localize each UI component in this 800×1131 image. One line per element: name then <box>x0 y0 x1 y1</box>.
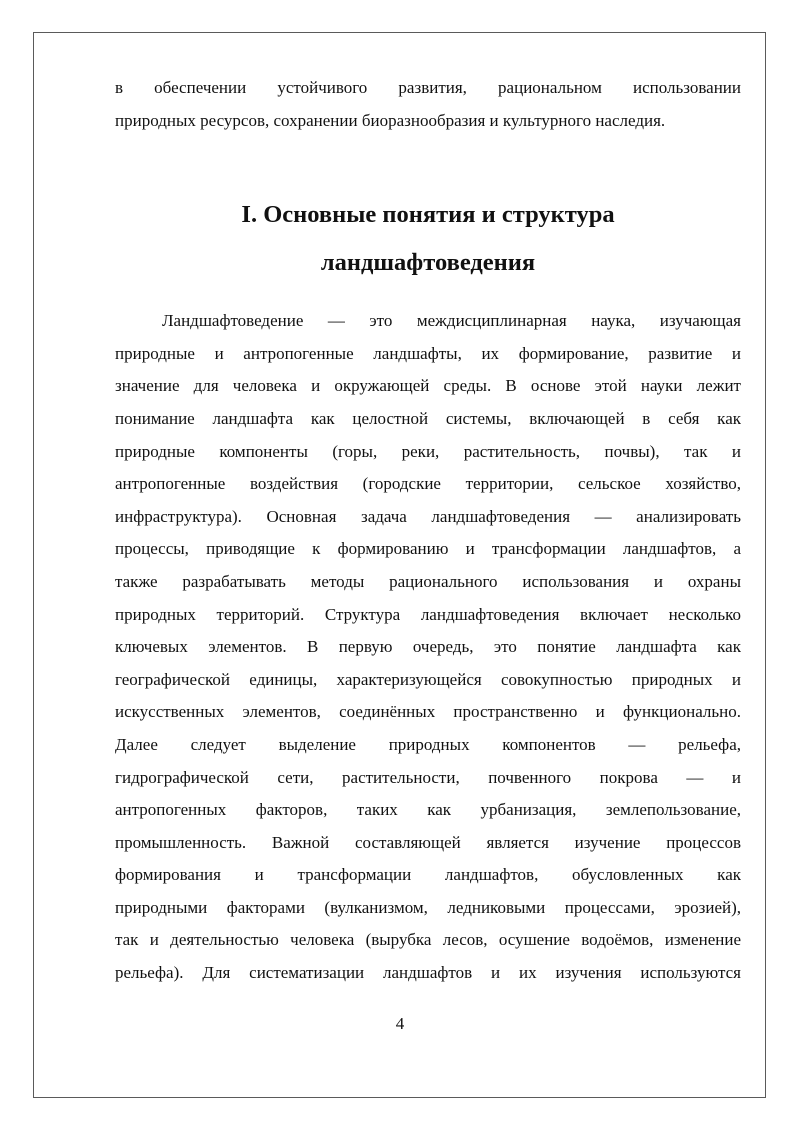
heading-line: ландшафтоведения <box>320 249 536 277</box>
body-line: так и деятельностью человека (вырубка лесов, осушение водоёмов, изменение <box>115 930 741 950</box>
document-content <box>115 72 741 990</box>
body-line: промышленность. Важной составляющей является изучение процессов <box>115 832 741 852</box>
body-line: Далее следует выделение природных компонентов — рельефа, <box>115 734 741 754</box>
intro-line: в обеспечении устойчивого развития, рациональном использовании <box>115 78 741 97</box>
body-paragraph <box>115 305 741 989</box>
body-line: значение для человека и окружающей среды. В основе этой науки лежит <box>115 376 741 396</box>
body-line: формирования и трансформации ландшафтов, обусловленных как <box>115 865 741 885</box>
body-line: природные компоненты (горы, реки, растительность, почвы), так и <box>115 441 741 461</box>
body-line: антропогенных факторов, таких как урбанизация, землепользование, <box>115 800 741 820</box>
body-line: искусственных элементов, соединённых пространственно и функционально. <box>115 702 741 722</box>
body-line: природными факторами (вулканизмом, ледниковыми процессами, эрозией), <box>115 897 741 917</box>
body-line: рельефа). Для систематизации ландшафтов и их изучения используются <box>115 963 741 983</box>
page-number: 4 <box>395 1014 405 1033</box>
body-line: понимание ландшафта как целостной системы, включающей в себя как <box>115 408 741 428</box>
body-line: природные и антропогенные ландшафты, их формирование, развитие и <box>115 343 741 363</box>
body-line: гидрографической сети, растительности, почвенного покрова — и <box>115 767 741 787</box>
body-line: инфраструктура). Основная задача ландшафтоведения — анализировать <box>115 506 741 526</box>
body-line: антропогенные воздействия (городские территории, сельское хозяйство, <box>115 474 741 494</box>
body-line: ключевых элементов. В первую очередь, это понятие ландшафта как <box>115 637 741 657</box>
section-heading <box>115 191 741 287</box>
body-line: также разрабатывать методы рационального использования и охраны <box>115 571 741 591</box>
body-line: природных территорий. Структура ландшафтоведения включает несколько <box>115 604 741 624</box>
body-line: Ландшафтоведение — это междисциплинарная наука, изучающая <box>162 311 741 331</box>
body-line: географической единицы, характеризующейся совокупностью природных и <box>115 669 741 689</box>
intro-paragraph <box>115 72 741 137</box>
body-line: процессы, приводящие к формированию и трансформации ландшафтов, а <box>115 539 741 559</box>
intro-line: природных ресурсов, сохранении биоразнообразия и культурного наследия. <box>115 110 666 130</box>
heading-line: I. Основные понятия и структура <box>241 201 615 229</box>
